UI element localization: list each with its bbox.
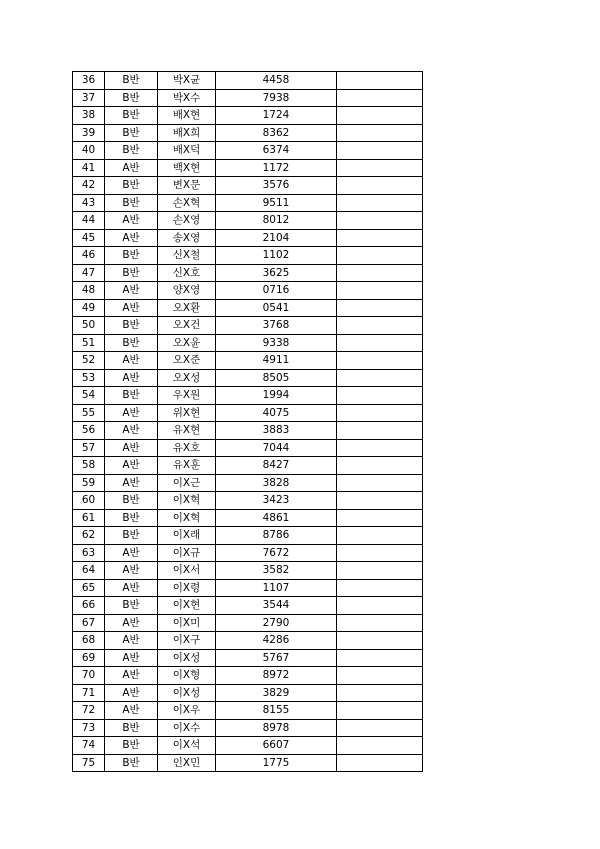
code-cell: 3582 (216, 562, 337, 580)
row-number-cell: 56 (73, 422, 105, 440)
note-cell (337, 632, 423, 650)
class-cell: A반 (105, 702, 158, 720)
table-row (73, 404, 423, 422)
table-row (73, 544, 423, 562)
code-cell: 8155 (216, 702, 337, 720)
row-number-cell: 53 (73, 369, 105, 387)
row-number-cell: 71 (73, 684, 105, 702)
row-number-cell: 38 (73, 107, 105, 125)
row-number-cell: 44 (73, 212, 105, 230)
row-number-cell: 58 (73, 457, 105, 475)
table-row (73, 89, 423, 107)
row-number-cell: 61 (73, 509, 105, 527)
row-number-cell: 51 (73, 334, 105, 352)
note-cell (337, 684, 423, 702)
name-cell: 이X형 (158, 667, 216, 685)
table-row (73, 649, 423, 667)
table-row (73, 194, 423, 212)
class-cell: A반 (105, 369, 158, 387)
table-row (73, 422, 423, 440)
code-cell: 8972 (216, 667, 337, 685)
note-cell (337, 404, 423, 422)
class-cell: A반 (105, 282, 158, 300)
class-cell: B반 (105, 317, 158, 335)
table-row (73, 352, 423, 370)
row-number-cell: 47 (73, 264, 105, 282)
table-row (73, 474, 423, 492)
name-cell: 이X성 (158, 649, 216, 667)
name-cell: 오X환 (158, 299, 216, 317)
class-cell: A반 (105, 159, 158, 177)
table-row (73, 212, 423, 230)
note-cell (337, 737, 423, 755)
name-cell: 이X래 (158, 527, 216, 545)
name-cell: 양X영 (158, 282, 216, 300)
code-cell: 8505 (216, 369, 337, 387)
roster-table-body (73, 72, 423, 772)
code-cell: 2790 (216, 614, 337, 632)
class-cell: A반 (105, 352, 158, 370)
row-number-cell: 46 (73, 247, 105, 265)
row-number-cell: 74 (73, 737, 105, 755)
code-cell: 3576 (216, 177, 337, 195)
name-cell: 오X성 (158, 369, 216, 387)
table-row (73, 527, 423, 545)
class-cell: A반 (105, 404, 158, 422)
name-cell: 신X철 (158, 247, 216, 265)
table-row (73, 159, 423, 177)
note-cell (337, 597, 423, 615)
row-number-cell: 60 (73, 492, 105, 510)
class-cell: B반 (105, 527, 158, 545)
name-cell: 이X구 (158, 632, 216, 650)
row-number-cell: 59 (73, 474, 105, 492)
table-row (73, 597, 423, 615)
note-cell (337, 457, 423, 475)
row-number-cell: 42 (73, 177, 105, 195)
table-row (73, 457, 423, 475)
note-cell (337, 317, 423, 335)
table-row (73, 614, 423, 632)
table-row (73, 177, 423, 195)
class-cell: B반 (105, 124, 158, 142)
name-cell: 이X성 (158, 684, 216, 702)
class-cell: B반 (105, 492, 158, 510)
class-cell: A반 (105, 422, 158, 440)
row-number-cell: 54 (73, 387, 105, 405)
table-row (73, 632, 423, 650)
class-cell: A반 (105, 439, 158, 457)
note-cell (337, 334, 423, 352)
row-number-cell: 37 (73, 89, 105, 107)
code-cell: 3828 (216, 474, 337, 492)
row-number-cell: 72 (73, 702, 105, 720)
code-cell: 3544 (216, 597, 337, 615)
class-cell: A반 (105, 474, 158, 492)
class-cell: B반 (105, 107, 158, 125)
row-number-cell: 75 (73, 754, 105, 772)
roster-table (72, 71, 423, 772)
name-cell: 박X균 (158, 72, 216, 90)
note-cell (337, 299, 423, 317)
code-cell: 0541 (216, 299, 337, 317)
code-cell: 9338 (216, 334, 337, 352)
name-cell: 이X혁 (158, 509, 216, 527)
class-cell: A반 (105, 632, 158, 650)
class-cell: B반 (105, 334, 158, 352)
name-cell: 이X근 (158, 474, 216, 492)
row-number-cell: 43 (73, 194, 105, 212)
code-cell: 6374 (216, 142, 337, 160)
note-cell (337, 702, 423, 720)
code-cell: 1107 (216, 579, 337, 597)
name-cell: 배X희 (158, 124, 216, 142)
note-cell (337, 614, 423, 632)
code-cell: 5767 (216, 649, 337, 667)
note-cell (337, 527, 423, 545)
note-cell (337, 667, 423, 685)
name-cell: 배X덕 (158, 142, 216, 160)
class-cell: B반 (105, 72, 158, 90)
table-row (73, 72, 423, 90)
name-cell: 박X수 (158, 89, 216, 107)
code-cell: 8012 (216, 212, 337, 230)
row-number-cell: 57 (73, 439, 105, 457)
code-cell: 8427 (216, 457, 337, 475)
code-cell: 8786 (216, 527, 337, 545)
note-cell (337, 719, 423, 737)
class-cell: A반 (105, 684, 158, 702)
class-cell: B반 (105, 89, 158, 107)
table-row (73, 317, 423, 335)
name-cell: 변X문 (158, 177, 216, 195)
note-cell (337, 282, 423, 300)
note-cell (337, 89, 423, 107)
code-cell: 3625 (216, 264, 337, 282)
note-cell (337, 754, 423, 772)
row-number-cell: 69 (73, 649, 105, 667)
table-row (73, 229, 423, 247)
code-cell: 9511 (216, 194, 337, 212)
table-row (73, 107, 423, 125)
name-cell: 오X건 (158, 317, 216, 335)
class-cell: A반 (105, 614, 158, 632)
row-number-cell: 73 (73, 719, 105, 737)
table-row (73, 684, 423, 702)
class-cell: B반 (105, 194, 158, 212)
code-cell: 4911 (216, 352, 337, 370)
row-number-cell: 36 (73, 72, 105, 90)
row-number-cell: 68 (73, 632, 105, 650)
row-number-cell: 48 (73, 282, 105, 300)
class-cell: A반 (105, 649, 158, 667)
name-cell: 손X영 (158, 212, 216, 230)
name-cell: 유X호 (158, 439, 216, 457)
table-row (73, 719, 423, 737)
name-cell: 인X민 (158, 754, 216, 772)
name-cell: 이X서 (158, 562, 216, 580)
class-cell: B반 (105, 387, 158, 405)
table-row (73, 562, 423, 580)
class-cell: B반 (105, 177, 158, 195)
name-cell: 이X수 (158, 719, 216, 737)
note-cell (337, 212, 423, 230)
code-cell: 8978 (216, 719, 337, 737)
name-cell: 송X영 (158, 229, 216, 247)
note-cell (337, 492, 423, 510)
class-cell: B반 (105, 264, 158, 282)
name-cell: 오X윤 (158, 334, 216, 352)
code-cell: 7938 (216, 89, 337, 107)
note-cell (337, 124, 423, 142)
code-cell: 3768 (216, 317, 337, 335)
class-cell: B반 (105, 737, 158, 755)
note-cell (337, 177, 423, 195)
row-number-cell: 45 (73, 229, 105, 247)
code-cell: 3883 (216, 422, 337, 440)
note-cell (337, 422, 423, 440)
name-cell: 이X령 (158, 579, 216, 597)
row-number-cell: 40 (73, 142, 105, 160)
table-row (73, 299, 423, 317)
code-cell: 1994 (216, 387, 337, 405)
class-cell: B반 (105, 509, 158, 527)
code-cell: 6607 (216, 737, 337, 755)
code-cell: 4075 (216, 404, 337, 422)
name-cell: 이X규 (158, 544, 216, 562)
code-cell: 7044 (216, 439, 337, 457)
note-cell (337, 387, 423, 405)
row-number-cell: 66 (73, 597, 105, 615)
code-cell: 1775 (216, 754, 337, 772)
row-number-cell: 52 (73, 352, 105, 370)
name-cell: 이X우 (158, 702, 216, 720)
class-cell: A반 (105, 579, 158, 597)
note-cell (337, 72, 423, 90)
code-cell: 1724 (216, 107, 337, 125)
row-number-cell: 55 (73, 404, 105, 422)
note-cell (337, 579, 423, 597)
name-cell: 배X현 (158, 107, 216, 125)
note-cell (337, 107, 423, 125)
class-cell: A반 (105, 544, 158, 562)
note-cell (337, 352, 423, 370)
table-row (73, 702, 423, 720)
note-cell (337, 159, 423, 177)
class-cell: B반 (105, 142, 158, 160)
table-row (73, 667, 423, 685)
row-number-cell: 62 (73, 527, 105, 545)
table-row (73, 247, 423, 265)
name-cell: 이X석 (158, 737, 216, 755)
table-row (73, 264, 423, 282)
table-row (73, 282, 423, 300)
row-number-cell: 63 (73, 544, 105, 562)
code-cell: 8362 (216, 124, 337, 142)
note-cell (337, 544, 423, 562)
row-number-cell: 41 (73, 159, 105, 177)
row-number-cell: 49 (73, 299, 105, 317)
note-cell (337, 439, 423, 457)
table-row (73, 369, 423, 387)
class-cell: B반 (105, 247, 158, 265)
row-number-cell: 70 (73, 667, 105, 685)
row-number-cell: 67 (73, 614, 105, 632)
code-cell: 2104 (216, 229, 337, 247)
class-cell: A반 (105, 667, 158, 685)
note-cell (337, 562, 423, 580)
table-row (73, 509, 423, 527)
class-cell: B반 (105, 597, 158, 615)
name-cell: 우X원 (158, 387, 216, 405)
name-cell: 유X훈 (158, 457, 216, 475)
note-cell (337, 649, 423, 667)
note-cell (337, 142, 423, 160)
class-cell: A반 (105, 212, 158, 230)
table-row (73, 737, 423, 755)
name-cell: 손X혁 (158, 194, 216, 212)
name-cell: 이X미 (158, 614, 216, 632)
code-cell: 3829 (216, 684, 337, 702)
class-cell: A반 (105, 562, 158, 580)
code-cell: 4286 (216, 632, 337, 650)
note-cell (337, 509, 423, 527)
note-cell (337, 194, 423, 212)
name-cell: 유X현 (158, 422, 216, 440)
code-cell: 4458 (216, 72, 337, 90)
name-cell: 신X호 (158, 264, 216, 282)
class-cell: B반 (105, 754, 158, 772)
row-number-cell: 39 (73, 124, 105, 142)
name-cell: 위X현 (158, 404, 216, 422)
note-cell (337, 229, 423, 247)
code-cell: 3423 (216, 492, 337, 510)
code-cell: 0716 (216, 282, 337, 300)
table-row (73, 387, 423, 405)
row-number-cell: 50 (73, 317, 105, 335)
table-row (73, 579, 423, 597)
row-number-cell: 64 (73, 562, 105, 580)
code-cell: 4861 (216, 509, 337, 527)
note-cell (337, 247, 423, 265)
note-cell (337, 474, 423, 492)
code-cell: 1102 (216, 247, 337, 265)
class-cell: B반 (105, 719, 158, 737)
name-cell: 백X현 (158, 159, 216, 177)
table-row (73, 334, 423, 352)
name-cell: 오X준 (158, 352, 216, 370)
note-cell (337, 264, 423, 282)
name-cell: 이X혁 (158, 492, 216, 510)
table-row (73, 439, 423, 457)
note-cell (337, 369, 423, 387)
table-row (73, 124, 423, 142)
table-row (73, 754, 423, 772)
table-row (73, 142, 423, 160)
class-cell: A반 (105, 457, 158, 475)
class-cell: A반 (105, 299, 158, 317)
class-cell: A반 (105, 229, 158, 247)
name-cell: 이X현 (158, 597, 216, 615)
table-row (73, 492, 423, 510)
code-cell: 7672 (216, 544, 337, 562)
code-cell: 1172 (216, 159, 337, 177)
row-number-cell: 65 (73, 579, 105, 597)
